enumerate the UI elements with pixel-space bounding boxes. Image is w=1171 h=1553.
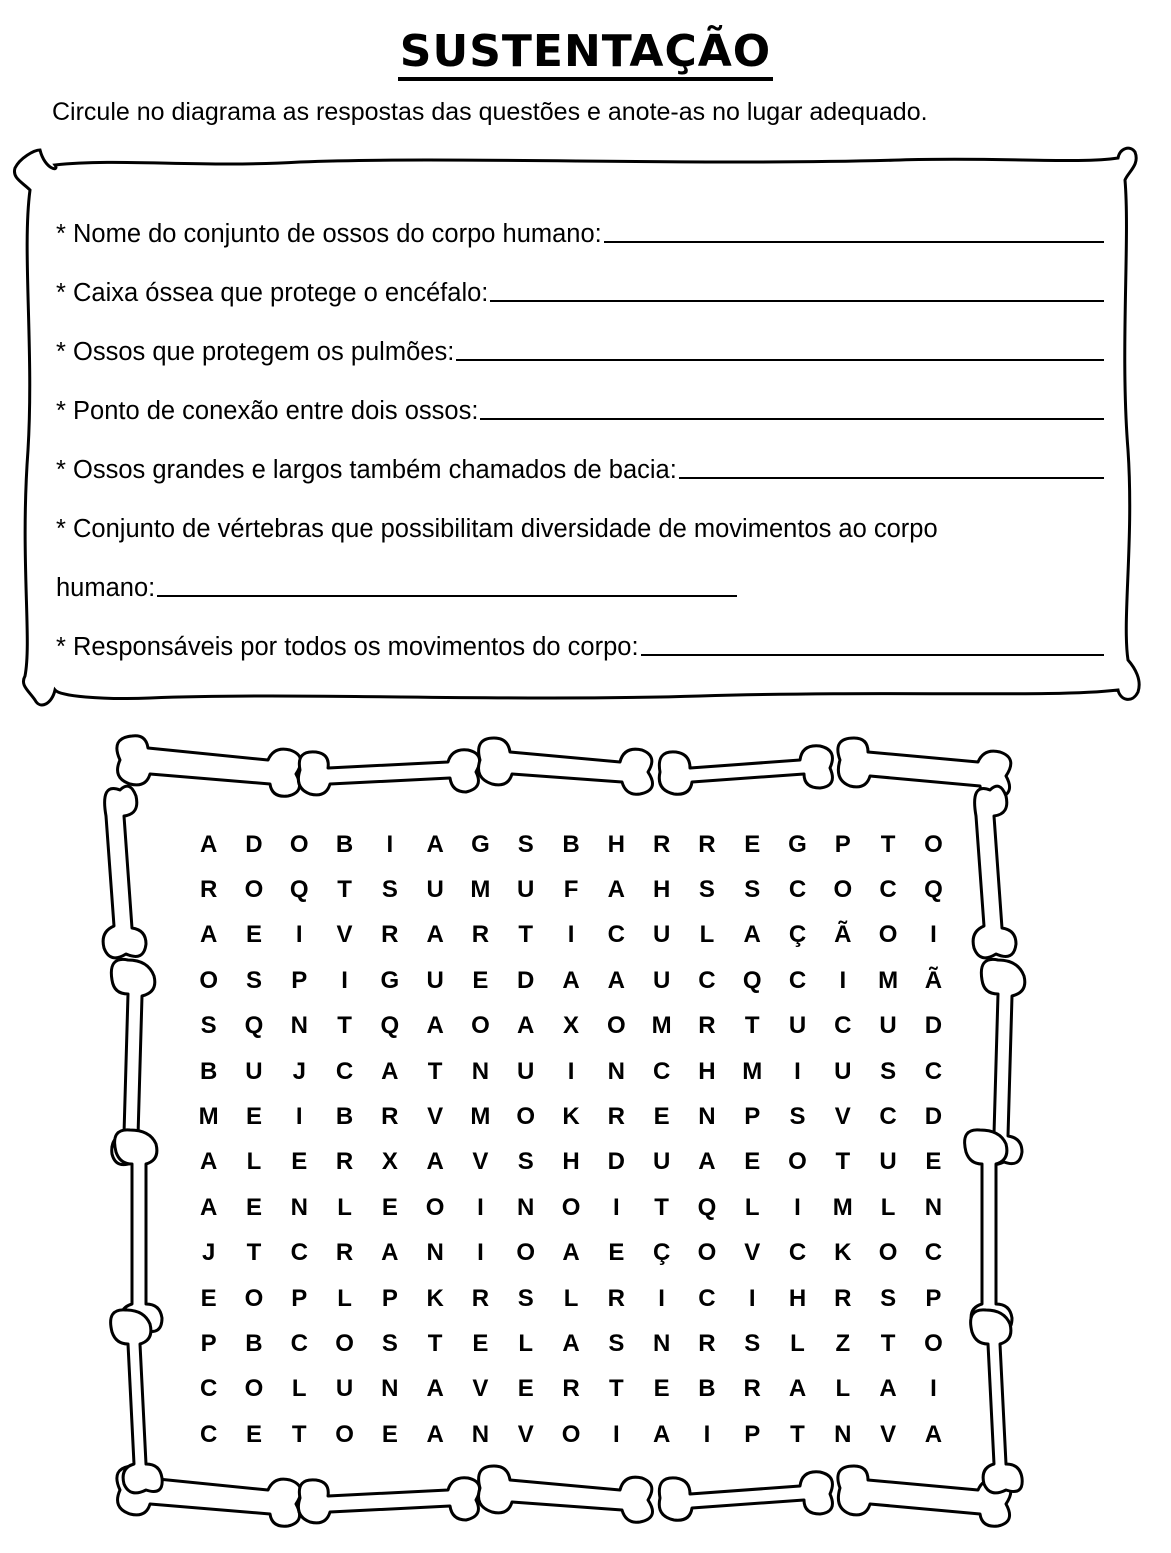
grid-letter[interactable]: R xyxy=(381,1103,399,1131)
grid-letter[interactable]: O xyxy=(199,966,218,994)
grid-letter[interactable]: N xyxy=(426,1239,444,1267)
grid-letter[interactable]: T xyxy=(880,1329,896,1357)
grid-letter[interactable]: L xyxy=(337,1193,352,1221)
grid-letter[interactable]: O xyxy=(425,1193,445,1221)
grid-letter[interactable]: A xyxy=(199,921,218,949)
grid-letter[interactable]: M xyxy=(742,1057,763,1085)
grid-letter[interactable]: R xyxy=(698,830,716,858)
grid-letter[interactable]: N xyxy=(607,1057,625,1085)
question-ribs: * Ossos que protegem os pulmões: xyxy=(56,308,1104,367)
grid-letter[interactable]: O xyxy=(471,1012,490,1040)
grid-letter[interactable]: I xyxy=(839,966,847,994)
worksheet-title: SUSTENTAÇÃO xyxy=(0,26,1171,81)
grid-letter[interactable]: R xyxy=(471,1284,490,1312)
grid-letter[interactable]: H xyxy=(788,1284,807,1312)
grid-letter[interactable]: C xyxy=(607,921,625,949)
word-search-grid xyxy=(186,822,956,1457)
grid-letter[interactable]: O xyxy=(516,1103,536,1131)
grid-letter[interactable]: Q xyxy=(924,876,943,904)
grid-letter[interactable]: U xyxy=(834,1057,852,1085)
grid-letter[interactable]: N xyxy=(652,1329,671,1357)
grid-letter[interactable]: V xyxy=(517,1420,534,1448)
grid-letter[interactable]: S xyxy=(517,1284,534,1312)
grid-letter[interactable]: E xyxy=(245,1193,262,1221)
question-pelvis: * Ossos grandes e largos também chamados de bacia: xyxy=(56,426,1104,485)
grid-letter[interactable]: O xyxy=(833,876,853,904)
question-muscles: * Responsáveis por todos os movimentos do corpo: xyxy=(56,603,1104,662)
grid-letter[interactable]: O xyxy=(878,921,898,949)
grid-letter[interactable]: A xyxy=(607,876,625,904)
grid-letter[interactable]: R xyxy=(698,1329,716,1357)
grid-letter[interactable]: S xyxy=(744,876,761,904)
grid-letter[interactable]: I xyxy=(567,1057,575,1085)
grid-letter[interactable]: U xyxy=(652,1148,671,1176)
grid-letter[interactable]: R xyxy=(381,921,399,949)
grid-letter[interactable]: R xyxy=(834,1284,852,1312)
grid-letter[interactable]: T xyxy=(291,1420,307,1448)
grid-letter[interactable]: E xyxy=(744,830,761,858)
grid-letter[interactable]: C xyxy=(924,1239,943,1267)
grid-letter[interactable]: S xyxy=(200,1012,217,1040)
grid-row xyxy=(186,1140,956,1185)
grid-letter[interactable]: U xyxy=(879,1148,897,1176)
grid-letter[interactable]: E xyxy=(245,1420,262,1448)
grid-letter[interactable]: M xyxy=(878,966,899,994)
grid-letter[interactable]: E xyxy=(245,921,262,949)
grid-letter[interactable]: K xyxy=(426,1284,444,1312)
grid-letter[interactable]: P xyxy=(834,830,851,858)
grid-letter[interactable]: Ç xyxy=(652,1239,671,1267)
grid-letter[interactable]: U xyxy=(652,966,671,994)
grid-letter[interactable]: C xyxy=(335,1057,354,1085)
grid-row xyxy=(186,1094,956,1139)
grid-letter[interactable]: U xyxy=(245,1057,263,1085)
grid-row xyxy=(186,1412,956,1457)
grid-letter[interactable]: J xyxy=(201,1239,216,1267)
grid-letter[interactable]: M xyxy=(198,1103,219,1131)
grid-letter[interactable]: Z xyxy=(835,1329,851,1357)
grid-letter[interactable]: P xyxy=(291,966,308,994)
grid-letter[interactable]: O xyxy=(244,1375,264,1403)
grid-letter[interactable]: L xyxy=(744,1193,760,1221)
grid-row xyxy=(186,1276,956,1321)
grid-letter[interactable]: U xyxy=(652,921,671,949)
grid-letter[interactable]: S xyxy=(517,1148,534,1176)
grid-letter[interactable]: B xyxy=(199,1057,218,1085)
grid-letter[interactable]: X xyxy=(563,1012,580,1040)
grid-letter[interactable]: O xyxy=(606,1012,626,1040)
grid-letter[interactable]: C xyxy=(199,1420,218,1448)
grid-letter[interactable]: O xyxy=(244,1284,264,1312)
grid-letter[interactable]: P xyxy=(744,1420,761,1448)
grid-letter[interactable]: E xyxy=(744,1148,761,1176)
grid-letter[interactable]: I xyxy=(930,1375,937,1403)
grid-row xyxy=(186,958,956,1003)
grid-letter[interactable]: M xyxy=(470,876,491,904)
grid-letter[interactable]: I xyxy=(386,830,394,858)
grid-letter[interactable]: N xyxy=(471,1420,490,1448)
grid-letter[interactable]: A xyxy=(652,1420,671,1448)
grid-letter[interactable]: N xyxy=(834,1420,852,1448)
grid-letter[interactable]: E xyxy=(472,1329,489,1357)
grid-letter[interactable]: O xyxy=(516,1239,536,1267)
grid-letter[interactable]: A xyxy=(517,1012,535,1040)
grid-letter[interactable]: A xyxy=(562,1329,580,1357)
grid-letter[interactable]: B xyxy=(562,830,580,858)
grid-row xyxy=(186,1231,956,1276)
grid-letter[interactable]: Ç xyxy=(788,921,807,949)
grid-letter[interactable]: N xyxy=(290,1193,308,1221)
grid-letter[interactable]: O xyxy=(924,830,943,858)
grid-letter[interactable]: C xyxy=(879,876,897,904)
grid-letter[interactable]: A xyxy=(199,1148,218,1176)
grid-letter[interactable]: X xyxy=(381,1148,398,1176)
grid-letter[interactable]: E xyxy=(925,1148,942,1176)
grid-letter[interactable]: B xyxy=(335,1103,354,1131)
grid-letter[interactable]: A xyxy=(698,1148,716,1176)
grid-letter[interactable]: A xyxy=(426,830,444,858)
grid-letter[interactable]: P xyxy=(381,1284,398,1312)
grid-letter[interactable]: I xyxy=(658,1284,665,1312)
grid-letter[interactable]: G xyxy=(380,966,400,994)
grid-letter[interactable]: E xyxy=(381,1420,398,1448)
grid-letter[interactable]: A xyxy=(743,921,761,949)
grid-letter[interactable]: L xyxy=(790,1329,805,1357)
grid-letter[interactable]: R xyxy=(607,1103,625,1131)
grid-letter[interactable]: M xyxy=(651,1012,672,1040)
grid-letter[interactable]: E xyxy=(653,1103,670,1131)
grid-letter[interactable]: I xyxy=(567,921,575,949)
grid-letter[interactable]: A xyxy=(381,1057,399,1085)
grid-letter[interactable]: I xyxy=(295,921,303,949)
grid-letter[interactable]: C xyxy=(879,1103,897,1131)
grid-letter[interactable]: A xyxy=(607,966,625,994)
grid-letter[interactable]: A xyxy=(199,1193,218,1221)
grid-letter[interactable]: O xyxy=(244,876,264,904)
question-spine-continued: humano: xyxy=(56,544,1104,603)
grid-letter[interactable]: O xyxy=(924,1329,943,1357)
grid-letter[interactable]: A xyxy=(426,1420,444,1448)
grid-letter[interactable]: A xyxy=(426,1148,444,1176)
grid-letter[interactable]: I xyxy=(703,1420,711,1448)
grid-letter[interactable]: T xyxy=(790,1420,805,1448)
grid-letter[interactable]: C xyxy=(698,966,716,994)
grid-letter[interactable]: N xyxy=(381,1375,399,1403)
grid-letter[interactable]: A xyxy=(426,921,444,949)
grid-letter[interactable]: U xyxy=(879,1012,897,1040)
grid-letter[interactable]: T xyxy=(744,1012,760,1040)
grid-letter[interactable]: T xyxy=(337,1012,352,1040)
grid-letter[interactable]: L xyxy=(246,1148,262,1176)
grid-letter[interactable]: I xyxy=(612,1420,620,1448)
grid-letter[interactable]: K xyxy=(834,1239,852,1267)
grid-letter[interactable]: U xyxy=(517,876,535,904)
grid-letter[interactable]: D xyxy=(924,1103,943,1131)
grid-letter[interactable]: I xyxy=(794,1057,801,1085)
grid-letter[interactable]: H xyxy=(607,830,625,858)
grid-letter[interactable]: V xyxy=(336,921,353,949)
grid-letter[interactable]: D xyxy=(924,1012,943,1040)
grid-letter[interactable]: T xyxy=(518,921,534,949)
grid-letter[interactable]: O xyxy=(561,1193,581,1221)
grid-letter[interactable]: K xyxy=(562,1103,580,1131)
grid-letter[interactable]: P xyxy=(200,1329,217,1357)
grid-letter[interactable]: S xyxy=(381,876,398,904)
grid-letter[interactable]: T xyxy=(427,1057,443,1085)
grid-letter[interactable]: R xyxy=(652,830,671,858)
grid-letter[interactable]: S xyxy=(517,830,534,858)
grid-letter[interactable]: E xyxy=(381,1193,398,1221)
grid-letter[interactable]: O xyxy=(335,1420,354,1448)
grid-letter[interactable]: A xyxy=(199,830,218,858)
grid-letter[interactable]: Ã xyxy=(924,966,943,994)
grid-row xyxy=(186,822,956,867)
grid-letter[interactable]: E xyxy=(200,1284,217,1312)
grid-letter[interactable]: H xyxy=(698,1057,716,1085)
grid-letter[interactable]: A xyxy=(426,1375,444,1403)
grid-letter[interactable]: L xyxy=(291,1375,307,1403)
grid-row xyxy=(186,1049,956,1094)
grid-letter[interactable]: E xyxy=(517,1375,534,1403)
grid-letter[interactable]: L xyxy=(835,1375,851,1403)
grid-letter[interactable]: I xyxy=(341,966,348,994)
grid-letter[interactable]: L xyxy=(880,1193,896,1221)
grid-row xyxy=(186,1321,956,1366)
grid-letter[interactable]: R xyxy=(562,1375,580,1403)
grid-letter[interactable]: R xyxy=(199,876,218,904)
grid-letter[interactable]: U xyxy=(426,966,444,994)
grid-letter[interactable]: N xyxy=(290,1012,308,1040)
grid-letter[interactable]: C xyxy=(290,1329,308,1357)
grid-letter[interactable]: E xyxy=(653,1375,670,1403)
grid-letter[interactable]: J xyxy=(292,1057,306,1085)
grid-letter[interactable]: C xyxy=(698,1284,716,1312)
grid-letter[interactable]: D xyxy=(607,1148,625,1176)
grid-letter[interactable]: S xyxy=(698,876,715,904)
grid-letter[interactable]: R xyxy=(607,1284,625,1312)
grid-letter[interactable]: E xyxy=(472,966,489,994)
grid-letter[interactable]: Q xyxy=(697,1193,717,1221)
grid-letter[interactable]: E xyxy=(608,1239,625,1267)
grid-letter[interactable]: D xyxy=(245,830,263,858)
grid-letter[interactable]: S xyxy=(880,1284,897,1312)
grid-letter[interactable]: V xyxy=(472,1148,489,1176)
grid-letter[interactable]: D xyxy=(517,966,535,994)
grid-letter[interactable]: A xyxy=(381,1239,399,1267)
grid-letter[interactable]: T xyxy=(427,1329,443,1357)
grid-letter[interactable]: T xyxy=(246,1239,262,1267)
grid-letter[interactable]: R xyxy=(698,1012,716,1040)
grid-letter[interactable]: S xyxy=(744,1329,761,1357)
grid-letter[interactable]: V xyxy=(880,1420,897,1448)
question-skull: * Caixa óssea que protege o encéfalo: xyxy=(56,249,1104,308)
grid-row xyxy=(186,913,956,958)
grid-letter[interactable]: E xyxy=(291,1148,308,1176)
grid-row xyxy=(186,867,956,912)
grid-letter[interactable]: M xyxy=(832,1193,853,1221)
grid-letter[interactable]: T xyxy=(835,1148,851,1176)
grid-letter[interactable]: T xyxy=(880,830,896,858)
grid-letter[interactable]: O xyxy=(561,1420,581,1448)
grid-letter[interactable]: S xyxy=(245,966,262,994)
grid-letter[interactable]: O xyxy=(289,830,309,858)
grid-letter[interactable]: S xyxy=(381,1329,398,1357)
grid-letter[interactable]: B xyxy=(245,1329,263,1357)
grid-row xyxy=(186,1185,956,1230)
grid-letter[interactable]: A xyxy=(788,1375,807,1403)
grid-letter[interactable]: V xyxy=(834,1103,851,1131)
grid-letter[interactable]: Q xyxy=(244,1012,264,1040)
grid-letter[interactable]: M xyxy=(470,1103,491,1131)
grid-letter[interactable]: C xyxy=(924,1057,943,1085)
question-skeleton: * Nome do conjunto de ossos do corpo humano: xyxy=(56,190,1104,249)
grid-letter[interactable]: V xyxy=(472,1375,489,1403)
instruction-text: Circule no diagrama as respostas das questões e anote-as no lugar adequado. xyxy=(52,98,928,126)
grid-letter[interactable]: A xyxy=(879,1375,897,1403)
grid-letter[interactable]: T xyxy=(337,876,352,904)
grid-letter[interactable]: H xyxy=(652,876,671,904)
grid-letter[interactable]: A xyxy=(924,1420,943,1448)
grid-letter[interactable]: P xyxy=(925,1284,942,1312)
grid-letter[interactable]: T xyxy=(608,1375,624,1403)
grid-letter[interactable]: N xyxy=(517,1193,535,1221)
grid-letter[interactable]: A xyxy=(426,1012,444,1040)
grid-letter[interactable]: N xyxy=(698,1103,716,1131)
grid-letter[interactable]: C xyxy=(652,1057,671,1085)
grid-letter[interactable]: I xyxy=(612,1193,620,1221)
grid-letter[interactable]: R xyxy=(335,1239,354,1267)
grid-letter[interactable]: V xyxy=(427,1103,444,1131)
grid-letter[interactable]: A xyxy=(562,966,580,994)
grid-letter[interactable]: O xyxy=(697,1239,717,1267)
grid-letter[interactable]: R xyxy=(471,921,490,949)
grid-letter[interactable]: C xyxy=(290,1239,308,1267)
grid-letter[interactable]: F xyxy=(563,876,579,904)
grid-letter[interactable]: H xyxy=(562,1148,580,1176)
grid-letter[interactable]: I xyxy=(295,1103,303,1131)
grid-letter[interactable]: C xyxy=(788,876,807,904)
grid-letter[interactable]: P xyxy=(744,1103,761,1131)
grid-letter[interactable]: P xyxy=(291,1284,308,1312)
grid-letter[interactable]: C xyxy=(788,1239,807,1267)
grid-letter[interactable]: O xyxy=(878,1239,898,1267)
grid-letter[interactable]: L xyxy=(699,921,715,949)
grid-row xyxy=(186,1367,956,1412)
grid-letter[interactable]: B xyxy=(335,830,354,858)
grid-letter[interactable]: U xyxy=(517,1057,535,1085)
grid-letter[interactable]: S xyxy=(608,1329,625,1357)
grid-letter[interactable]: L xyxy=(563,1284,579,1312)
grid-letter[interactable]: B xyxy=(698,1375,716,1403)
grid-letter[interactable]: R xyxy=(743,1375,761,1403)
grid-letter[interactable]: I xyxy=(748,1284,756,1312)
grid-letter[interactable]: U xyxy=(335,1375,354,1403)
grid-letter[interactable]: G xyxy=(788,830,807,858)
grid-letter[interactable]: I xyxy=(930,921,937,949)
grid-letter[interactable]: Ã xyxy=(834,921,852,949)
grid-letter[interactable]: Q xyxy=(380,1012,400,1040)
grid-letter[interactable]: Q xyxy=(289,876,309,904)
grid-letter[interactable]: A xyxy=(562,1239,580,1267)
grid-letter[interactable]: T xyxy=(654,1193,669,1221)
grid-letter[interactable]: N xyxy=(924,1193,943,1221)
grid-letter[interactable]: L xyxy=(518,1329,534,1357)
grid-letter[interactable]: R xyxy=(335,1148,354,1176)
grid-letter[interactable]: N xyxy=(471,1057,490,1085)
grid-letter[interactable]: C xyxy=(834,1012,852,1040)
grid-letter[interactable]: O xyxy=(335,1329,354,1357)
grid-letter[interactable]: O xyxy=(788,1148,807,1176)
grid-letter[interactable]: C xyxy=(199,1375,218,1403)
grid-letter[interactable]: V xyxy=(744,1239,761,1267)
grid-letter[interactable]: I xyxy=(477,1239,484,1267)
grid-letter[interactable]: I xyxy=(794,1193,801,1221)
question-spine: * Conjunto de vértebras que possibilitam diversidade de movimentos ao corpo xyxy=(56,515,938,543)
grid-letter[interactable]: L xyxy=(337,1284,352,1312)
grid-row xyxy=(186,1004,956,1049)
question-joint: * Ponto de conexão entre dois ossos: xyxy=(56,367,1104,426)
grid-letter[interactable]: S xyxy=(880,1057,897,1085)
grid-letter[interactable]: U xyxy=(788,1012,807,1040)
grid-letter[interactable]: I xyxy=(477,1193,484,1221)
grid-letter[interactable]: Q xyxy=(742,966,762,994)
grid-letter[interactable]: U xyxy=(426,876,444,904)
grid-letter[interactable]: S xyxy=(789,1103,806,1131)
grid-letter[interactable]: G xyxy=(471,830,490,858)
grid-letter[interactable]: E xyxy=(245,1103,262,1131)
grid-letter[interactable]: C xyxy=(788,966,807,994)
